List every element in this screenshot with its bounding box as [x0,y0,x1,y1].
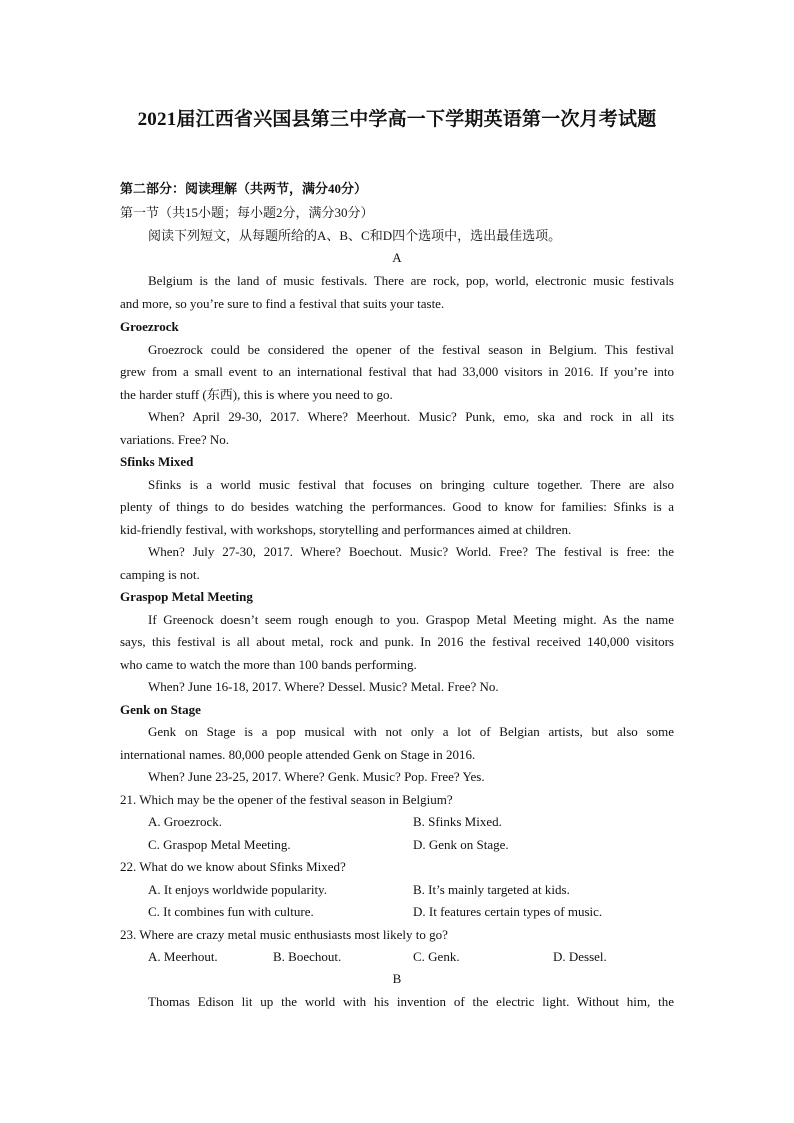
option-23-b: B. Boechout. [273,949,342,964]
exam-title: 2021届江西省兴国县第三中学高一下学期英语第一次月考试题 [137,109,657,130]
festival-info-line: variations. Free? No. [120,432,230,447]
option-21-a: A. Groezrock. [148,814,222,829]
festival-body-line: grew from a small event to an international festival that had 33,000 visitors in 2016. If you’re into [120,364,674,379]
festival-heading-groezrock: Groezrock [120,319,179,334]
festival-info-line: camping is not. [120,567,200,582]
section-heading: 第一节（共15小题；每小题2分，满分30分） [120,205,374,220]
instruction-text: 阅读下列短文，从每题所给的A、B、C和D四个选项中，选出最佳选项。 [148,228,562,243]
festival-info-line: When? June 16-18, 2017. Where? Dessel. Music? Metal. Free? No. [148,679,499,694]
question-stem-23: 23. Where are crazy metal music enthusiasts most likely to go? [120,927,448,942]
option-23-a: A. Meerhout. [148,949,218,964]
festival-info-line: When? April 29-30, 2017. Where? Meerhout. Music? Punk, emo, ska and rock in all its [148,409,674,424]
question-stem-22: 22. What do we know about Sfinks Mixed? [120,859,346,874]
option-22-b: B. It’s mainly targeted at kids. [413,882,570,897]
festival-body-line: Groezrock could be considered the opener of the festival season in Belgium. This festival [148,342,674,357]
option-23-c: C. Genk. [413,949,460,964]
festival-info-line: When? July 27-30, 2017. Where? Boechout. Music? World. Free? The festival is free: the [148,544,674,559]
festival-heading-genk: Genk on Stage [120,702,201,717]
festival-heading-sfinks: Sfinks Mixed [120,454,194,469]
festival-body-line: international names. 80,000 people attended Genk on Stage in 2016. [120,747,476,762]
festival-body-line: Sfinks is a world music festival that focuses on bringing culture together. There are also [148,477,674,492]
intro-line-2: and more, so you’re sure to find a festival that suits your taste. [120,296,445,311]
part-heading: 第二部分：阅读理解（共两节，满分40分） [120,181,368,196]
festival-heading-graspop: Graspop Metal Meeting [120,589,253,604]
passage-b-first-line: Thomas Edison lit up the world with his invention of the electric light. Without him, the [148,994,674,1009]
festival-body-line: plenty of things to do besides watching the performances. Good to know for families: Sfinks is a [120,499,674,514]
festival-body-line: kid-friendly festival, with workshops, storytelling and performances aimed at children. [120,522,572,537]
passage-a-label: A [392,250,402,265]
festival-body-line: says, this festival is all about metal, rock and punk. In 2016 the festival received 140,000 visitors [120,634,674,649]
festival-body-line: If Greenock doesn’t seem rough enough to you. Graspop Metal Meeting might. As the name [148,612,674,627]
option-21-c: C. Graspop Metal Meeting. [148,837,291,852]
festival-body-line: the harder stuff (东西), this is where you need to go. [120,387,393,402]
festival-info-line: When? June 23-25, 2017. Where? Genk. Music? Pop. Free? Yes. [148,769,485,784]
festival-body-line: who came to watch the more than 100 bands performing. [120,657,417,672]
passage-b-label: B [392,971,402,986]
intro-line-1: Belgium is the land of music festivals. There are rock, pop, world, electronic music festivals [148,273,674,288]
option-22-c: C. It combines fun with culture. [148,904,314,919]
option-21-b: B. Sfinks Mixed. [413,814,502,829]
festival-body-line: Genk on Stage is a pop musical with not only a lot of Belgian artists, but also some [148,724,674,739]
option-23-d: D. Dessel. [553,949,607,964]
question-stem-21: 21. Which may be the opener of the festival season in Belgium? [120,792,453,807]
option-22-d: D. It features certain types of music. [413,904,603,919]
option-22-a: A. It enjoys worldwide popularity. [148,882,327,897]
option-21-d: D. Genk on Stage. [413,837,509,852]
